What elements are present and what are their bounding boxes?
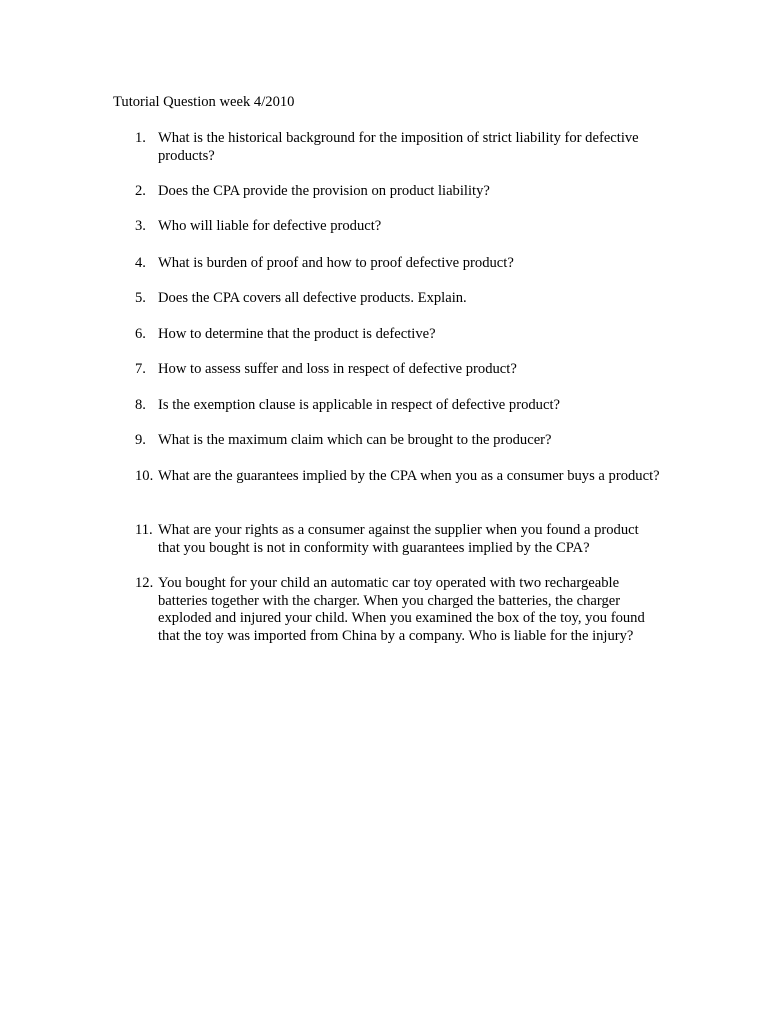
document-title: Tutorial Question week 4/2010	[113, 94, 295, 110]
question-number: 5.	[135, 290, 146, 306]
question-number: 3.	[135, 218, 146, 234]
question-number: 10.	[135, 468, 154, 484]
question-number: 1.	[135, 130, 146, 146]
question-number: 9.	[135, 432, 146, 448]
question-text: You bought for your child an automatic car toy operated with two rechargeable batteries together with the charger. When you charged the batteries, the charger exploded and injured your child. When you examined the box of the toy, you found that the toy was imported from China by a company. Who is liable for the injury?	[158, 575, 645, 644]
question-number: 12.	[135, 575, 154, 591]
question-text: How to determine that the product is defective?	[158, 326, 436, 342]
question-number: 2.	[135, 183, 146, 199]
question-text: How to assess suffer and loss in respect of defective product?	[158, 361, 517, 377]
question-number: 11.	[135, 522, 153, 538]
question-number: 4.	[135, 255, 146, 271]
question-number: 8.	[135, 397, 146, 413]
question-number: 7.	[135, 361, 146, 377]
question-text: Does the CPA provide the provision on product liability?	[158, 183, 490, 199]
question-text: Does the CPA covers all defective products. Explain.	[158, 290, 467, 306]
question-text: Who will liable for defective product?	[158, 218, 382, 234]
question-text: What is burden of proof and how to proof defective product?	[158, 255, 514, 271]
question-text: Is the exemption clause is applicable in respect of defective product?	[158, 397, 560, 413]
question-text: What are your rights as a consumer against the supplier when you found a product that you bought is not in conformity with guarantees implied by the CPA?	[158, 522, 639, 556]
question-text: What is the historical background for the imposition of strict liability for defective products?	[158, 130, 639, 164]
question-text: What are the guarantees implied by the CPA when you as a consumer buys a product?	[158, 468, 660, 484]
question-text: What is the maximum claim which can be brought to the producer?	[158, 432, 552, 448]
question-number: 6.	[135, 326, 146, 342]
